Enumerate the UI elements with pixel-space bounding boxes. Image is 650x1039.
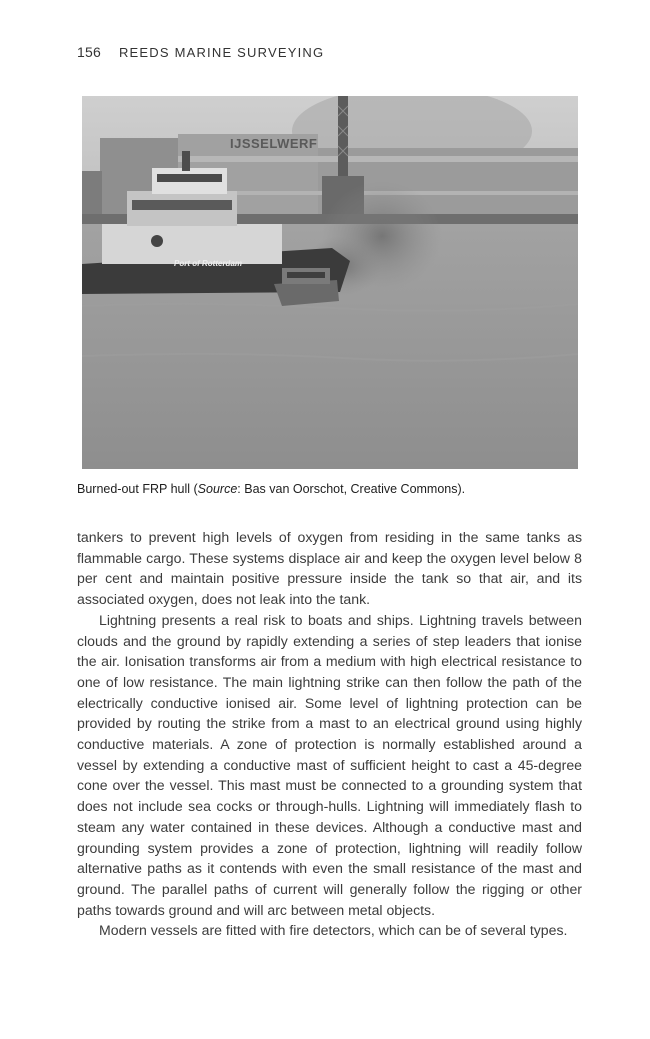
body-text — [77, 527, 582, 941]
running-head: REEDS MARINE SURVEYING — [118, 45, 325, 60]
photo-burned-hull — [82, 96, 578, 469]
page-number: 156 — [77, 44, 101, 60]
building-sign: IJSSELWERF — [230, 136, 318, 151]
figure-photo — [82, 96, 578, 469]
hull-text: Port of Rotterdam — [174, 259, 242, 268]
caption-text: Burned-out FRP hull ( — [77, 482, 198, 496]
paragraph: Lightning presents a real risk to boats and ships. Lightning travels between clouds and the ground by rapidly extending a series of step leaders that ionise the air. Ionisation transforms air from a medium with high electrical resistance to one of low resistance. The main lightning strike can then follow the path of the electrically conductive ionised air. Some level of lightning protection can be provided by routing the strike from a mast to an electrical ground using highly conductive materials. A zone of protection is normally established around a vessel by extending a conductive mast of sufficient height to cast a 45-degree cone over the vessel. This mast must be connected to a grounding system that does not include sea cocks or through-hulls. Lightning will immediately flash to steam any water contained in these devices. Although a conductive mast and grounding system provides a zone of protection, lightning will readily follow alternative paths as it contends with even the small resistance of the mast and ground. The parallel paths of current will generally follow the rigging or other paths towards ground and will arc between metal objects. — [77, 611, 582, 918]
caption-source: : Bas van Oorschot, Creative Commons). — [237, 482, 466, 496]
paragraph: Modern vessels are fitted with fire detectors, which can be of several types. — [99, 922, 568, 939]
figure-caption — [77, 482, 582, 496]
page-header — [77, 44, 324, 64]
paragraph: tankers to prevent high levels of oxygen from residing in the same tanks as flammable cargo. These systems displace air and keep the oxygen level below 8 per cent and maintain positive pressure inside the tank so that air, and its associated oxygen, does not leak into the tank. — [77, 529, 582, 608]
caption-source-label: Source — [197, 482, 238, 496]
